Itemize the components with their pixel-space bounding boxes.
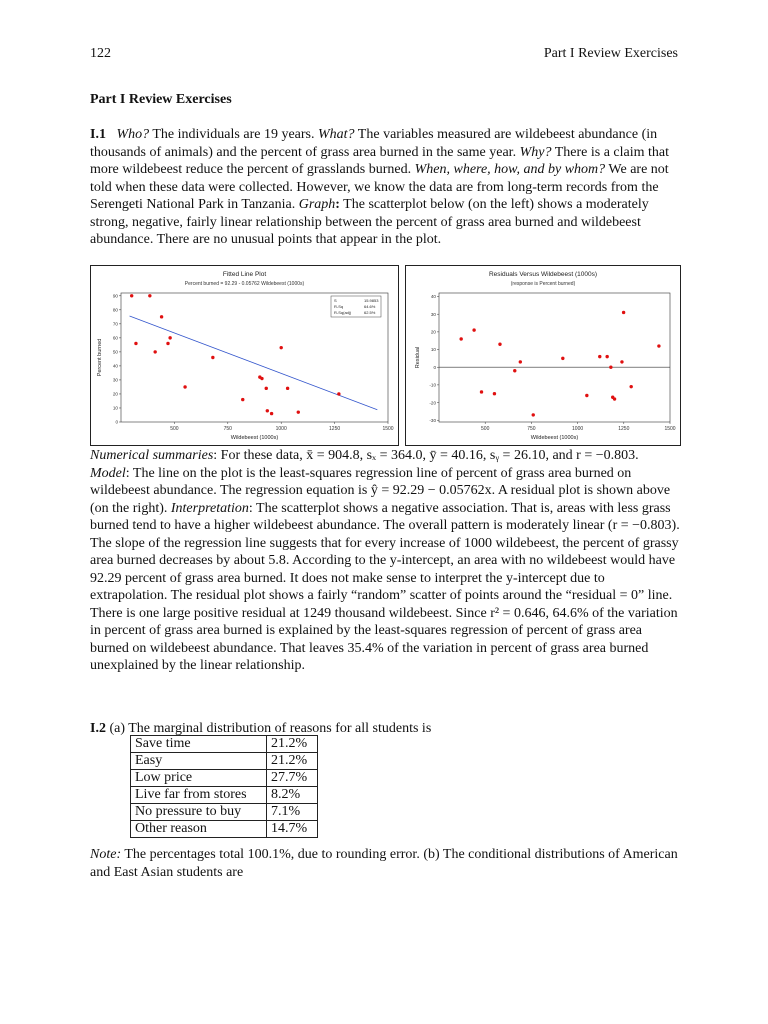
stats-value: 62.5%: [364, 310, 376, 315]
data-point: [622, 311, 625, 314]
chart-title: Residuals Versus Wildebeest (1000s): [488, 271, 598, 278]
interpretation-label: Interpretation: [170, 500, 249, 516]
what-question: What?: [318, 127, 355, 142]
y-tick-label: 40: [430, 294, 436, 300]
data-point: [498, 343, 501, 346]
regression-line: [130, 316, 378, 410]
graph-colon: :: [335, 197, 340, 212]
graph-label: Graph: [298, 197, 336, 212]
percent-cell: 27.7%: [267, 770, 318, 787]
y-tick-label: 90: [112, 293, 118, 299]
data-point: [629, 385, 632, 388]
y-tick-label: 50: [112, 349, 118, 355]
y-axis-label: Residual: [415, 346, 421, 369]
exercise-1-paragraph: [90, 126, 680, 249]
data-point: [480, 390, 483, 393]
x-tick-label: 1500: [382, 426, 394, 432]
exercise-1-label: I.1: [90, 127, 106, 142]
table-row: [131, 787, 318, 804]
percent-cell: 8.2%: [267, 787, 318, 804]
model-text: : The line on the plot is the least-squares regression line of percent of grass area burned on wildebeest abundance. The regression equation is ŷ = 92.29 − 0.05762x. A residual plot is shown above (on the right).: [90, 465, 671, 516]
table-row: [131, 770, 318, 787]
y-tick-label: 20: [430, 329, 436, 335]
y-tick-label: 10: [112, 405, 118, 411]
numerical-summaries-text: : For these data, x̄ = 904.8, sₓ = 364.0, ȳ = 40.16, sᵧ = 26.10, and r = −0.803.: [213, 448, 639, 463]
interpretation-text: : The scatterplot shows a negative association. That is, areas with less grass burned tend to have a higher wildebeest abundance. The overall pattern is moderately linear (r = −0.803). The slope of the regression line suggests that for every increase of 1000 wildebeest, the percent of grassy area burned decreases by about 5.8. According to the y-intercept, an area with no wildebeest would have 92.29 percent of grass area burned. It does not make sense to interpret the y-intercept due to extrapolation. The residual plot shows a fairly “random” scatter of points around the “residual = 0” line. There is one large positive residual at 1249 thousand wildebeest. Since r² = 0.646, 64.6% of the variation in percent of grass area burned is explained by the least-squares regression of percent of grass area burned on wildebeest abundance. That leaves 35.4% of the variation in percent of grass area burned unexplained by the linear relationship.: [90, 500, 680, 673]
y-tick-label: -20: [429, 400, 436, 406]
y-tick-label: -30: [429, 417, 436, 423]
data-point: [605, 355, 608, 358]
fitted-line-plot-svg: [91, 266, 398, 445]
table-row: [131, 804, 318, 821]
percent-cell: 21.2%: [267, 753, 318, 770]
section-title: Part I Review Exercises: [90, 92, 232, 107]
why-answer: There is a claim that more wildebeest reduce the percent of grasslands burned.: [90, 144, 669, 177]
model-label: Model: [90, 465, 126, 481]
x-tick-label: 500: [481, 426, 490, 432]
y-tick-label: 20: [112, 391, 118, 397]
why-question: Why?: [519, 144, 552, 160]
data-point: [241, 398, 244, 401]
exercise-2-label: I.2: [90, 721, 106, 736]
data-point: [265, 387, 268, 390]
y-tick-label: 30: [430, 311, 436, 317]
y-tick-label: 10: [430, 347, 436, 353]
stats-label: S: [334, 298, 337, 303]
x-tick-label: 1250: [329, 426, 341, 432]
data-point: [270, 412, 273, 415]
y-tick-label: 60: [112, 335, 118, 341]
data-point: [472, 328, 475, 331]
x-tick-label: 750: [223, 426, 232, 432]
reason-cell: No pressure to buy: [131, 804, 267, 821]
when-answer: We are not told when these data were collected. However, we know the data are from long-term records from the Serengeti National Park in Tanzania.: [90, 162, 669, 212]
data-point: [513, 369, 516, 372]
who-answer: The individuals are 19 years.: [149, 127, 318, 142]
stats-label: R-Sq(adj): [334, 310, 352, 315]
y-tick-label: 80: [112, 307, 118, 313]
data-point: [620, 360, 623, 363]
data-point: [183, 385, 186, 388]
x-axis-label: Wildebeest (1000s): [530, 435, 579, 441]
reason-cell: Save time: [131, 736, 267, 753]
table-row: [131, 753, 318, 770]
data-point: [585, 394, 588, 397]
residual-plot-svg: [406, 266, 680, 445]
data-point: [297, 410, 300, 413]
data-point: [532, 413, 535, 416]
exercise-2-intro-text: (a) The marginal distribution of reasons for all students is: [105, 721, 432, 736]
when-question: When, where, how, and by whom?: [414, 162, 606, 177]
data-point: [337, 392, 340, 395]
percent-cell: 7.1%: [267, 804, 318, 821]
chart-title: Fitted Line Plot: [222, 271, 267, 278]
table-row: [131, 736, 318, 753]
data-point: [266, 409, 269, 412]
data-point: [153, 350, 156, 353]
data-point: [609, 366, 612, 369]
data-point: [613, 397, 616, 400]
exercise-1-analysis: [90, 447, 680, 675]
data-point: [148, 294, 151, 297]
x-tick-label: 500: [170, 426, 179, 432]
data-point: [134, 342, 137, 345]
reason-cell: Easy: [131, 753, 267, 770]
data-point: [598, 355, 601, 358]
data-point: [280, 346, 283, 349]
note-label: Note:: [90, 847, 122, 862]
reasons-table: [130, 735, 318, 838]
who-question: Who?: [116, 127, 150, 142]
x-tick-label: 750: [527, 426, 536, 432]
reason-cell: Low price: [131, 770, 267, 787]
data-point: [211, 356, 214, 359]
data-point: [519, 360, 522, 363]
y-tick-label: 40: [112, 363, 118, 369]
y-tick-label: 70: [112, 321, 118, 327]
chart-subtitle: (response is Percent burned): [510, 281, 576, 287]
data-point: [130, 294, 133, 297]
x-axis-label: Wildebeest (1000s): [230, 435, 279, 441]
y-tick-label: -10: [429, 382, 436, 388]
x-tick-label: 1000: [275, 426, 287, 432]
data-point: [168, 336, 171, 339]
exercise-2-note: [90, 846, 680, 881]
x-tick-label: 1500: [664, 426, 676, 432]
what-answer: The variables measured are wildebeest abundance (in thousands of animals) and the percent of grass area burned in the same year.: [90, 127, 658, 160]
y-tick-label: 0: [115, 419, 118, 425]
x-tick-label: 1000: [572, 426, 584, 432]
page-number: 122: [90, 46, 111, 61]
note-text: The percentages total 100.1%, due to rounding error. (b) The conditional distributions of American and East Asian students are: [90, 847, 678, 880]
data-point: [160, 315, 163, 318]
data-point: [493, 392, 496, 395]
stats-value: 64.6%: [364, 304, 376, 309]
data-point: [657, 344, 660, 347]
y-tick-label: 0: [433, 364, 436, 370]
data-point: [286, 387, 289, 390]
chart-subtitle: Percent burned = 92.29 - 0.05762 Wildebeest (1000s): [184, 281, 305, 287]
running-title: Part I Review Exercises: [543, 46, 678, 61]
graph-answer: The scatterplot below (on the left) shows a moderately strong, negative, fairly linear relationship between the percent of grass area burned and wildebeest abundance. There are no unusual points that appear in the plot.: [90, 197, 649, 247]
table-row: [131, 821, 318, 838]
data-point: [561, 357, 564, 360]
y-axis-label: Percent burned: [97, 338, 103, 377]
x-tick-label: 1250: [618, 426, 630, 432]
reason-cell: Live far from stores: [131, 787, 267, 804]
data-point: [260, 377, 263, 380]
numerical-summaries-label: Numerical summaries: [90, 448, 214, 463]
data-point: [459, 337, 462, 340]
stats-value: 15.9853: [364, 298, 379, 303]
fitted-line-plot: [90, 265, 399, 446]
percent-cell: 21.2%: [267, 736, 318, 753]
plot-area-frame: [439, 293, 670, 422]
percent-cell: 14.7%: [267, 821, 318, 838]
y-tick-label: 30: [112, 377, 118, 383]
stats-label: R-Sq: [334, 304, 344, 309]
residual-plot: [405, 265, 681, 446]
reason-cell: Other reason: [131, 821, 267, 838]
data-point: [166, 342, 169, 345]
